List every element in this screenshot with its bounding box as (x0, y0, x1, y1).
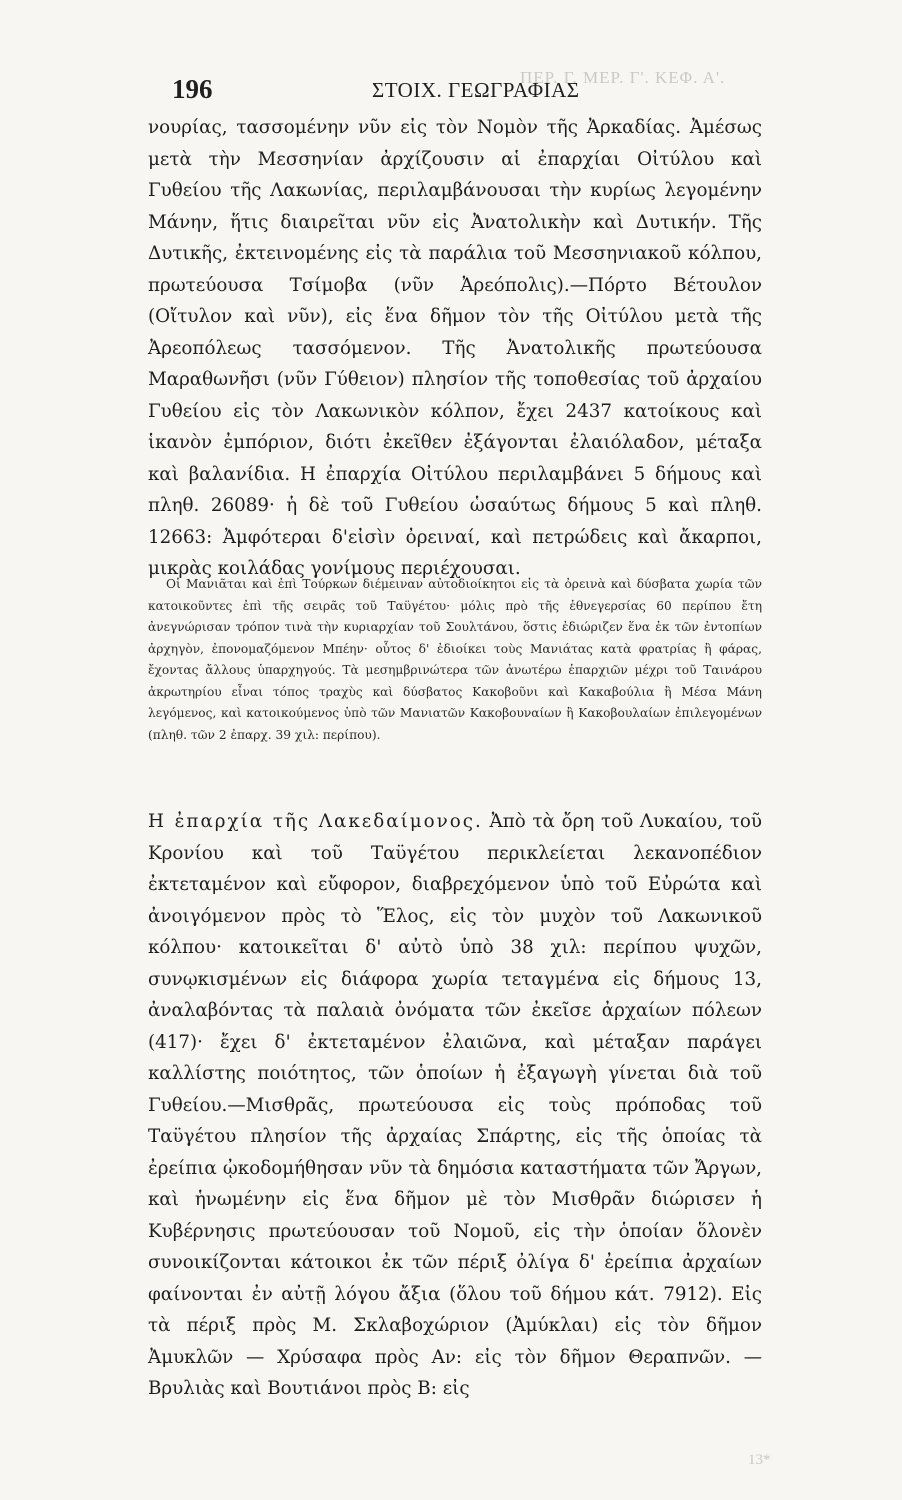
page-number: 196 (172, 74, 213, 104)
paragraph-text: νουρίας, τασσομένην νῦν εἰς τὸν Νομὸν τῆς Ἀρκαδίας. Ἀμέσως μετὰ τὴν Μεσσηνίαν ἀρχίζουσιν αἱ ἐπαρχίαι Οἰτύλου καὶ Γυθείου τῆς Λακωνίας, περιλαμβάνουσαι τὴν κυρίως λεγομένην Μάνην, ἥτις διαιρεῖται νῦν εἰς Ἀνατολικὴν καὶ Δυτικήν. Τῆς Δυτικῆς, ἐκτεινομένης εἰς τὰ παράλια τοῦ Μεσσηνιακοῦ κόλπου, πρωτεύουσα Τσίμοβα (νῦν Ἀρεόπολις).—Πόρτο Βέτουλον (Οἴτυλον καὶ νῦν), εἰς ἕνα δῆμον τὸν τῆς Οἰτύλου μετὰ τῆς Ἀρεοπόλεως τασσόμενον. Τῆς Ἀνατολικῆς πρωτεύουσα Μαραθωνῆσι (νῦν Γύθειον) πλησίον τῆς τοποθεσίας τοῦ ἀρχαίου Γυθείου εἰς τὸν Λακωνικὸν κόλπον, ἔχει 2437 κατοίκους καὶ ἱκανὸν ἐμπόριον, διότι ἐκεῖθεν ἐξάγονται ἐλαιόλαδον, μέταξα καὶ βαλανίδια. Η ἐπαρχία Οἰτύλου περιλαμβάνει 5 δήμους καὶ πληθ. 26089· ἡ δὲ τοῦ Γυθείου ὡσαύτως δήμους 5 καὶ πληθ. 12663: Ἀμφότεραι δ'εἰσὶν ὀρειναί, καὶ πετρώδεις καὶ ἄκαρποι, μικρὰς κοιλάδας γονίμους περιέχουσαι. (148, 117, 762, 579)
show-through-text: ΠΕΡ. Γ. ΜΕΡ. Γ'. ΚΕΦ. Α'. (520, 68, 726, 87)
footnote-block (148, 574, 762, 746)
page-header (150, 66, 780, 106)
paragraph-2 (148, 806, 762, 1405)
main-paragraph-1 (148, 112, 762, 585)
running-title: ΣΤΟΙΧ. ΓΕΩΓΡΑΦΙΑΣ (372, 78, 580, 102)
paragraph-2-text: Ἀπὸ τὰ ὄρη τοῦ Λυκαίου, τοῦ Κρονίου καὶ τοῦ Ταϋγέτου περικλείεται λεκανοπέδιον ἐκτεταμένον καὶ εὔφορον, διαβρεχόμενον ὑπὸ τοῦ Εὐρώτα καὶ ἀνοιγόμενον πρὸς τὸ Ἕλος, εἰς τὸν μυχὸν τοῦ Λακωνικοῦ κόλπου· κατοικεῖται δ' αὐτὸ ὑπὸ 38 χιλ: περίπου ψυχῶν, συνῳκισμένων εἰς διάφορα χωρία τεταγμένα εἰς δήμους 13, ἀναλαβόντας τὰ παλαιὰ ὀνόματα τῶν ἐκεῖσε ἀρχαίων πόλεων (417)· ἔχει δ' ἐκτεταμένον ἐλαιῶνα, καὶ μέταξαν παράγει καλλίστης ποιότητος, τῶν ὁποίων ἡ ἐξαγωγὴ γίνεται διὰ τοῦ Γυθείου.—Μισθρᾶς, πρωτεύουσα εἰς τοὺς πρόποδας τοῦ Ταϋγέτου πλησίον τῆς ἀρχαίας Σπάρτης, εἰς τῆς ὁποίας τὰ ἐρείπια ᾠκοδομήθησαν νῦν τὰ δημόσια καταστήματα τῶν Ἄργων, καὶ ἡνωμένην εἰς ἕνα δῆμον μὲ τὸν Μισθρᾶν διώρισεν ἡ Κυβέρνησις πρωτεύουσαν τοῦ Νομοῦ, εἰς τὴν ὁποίαν ὅλονὲν συνοικίζονται κάτοικοι ἐκ τῶν πέριξ ὀλίγα δ' ἐρείπια ἀρχαίων φαίνονται ἐν αὐτῇ λόγου ἄξια (ὅλου τοῦ δήμου κάτ. 7912). Εἰς τὰ πέριξ πρὸς Μ. Σκλαβοχώριον (Ἀμύκλαι) εἰς τὸν δῆμον Ἀμυκλῶν — Χρύσαφα πρὸς Αν: εἰς τὸν δῆμον Θεραπνῶν. — Βρυλιὰς καὶ Βουτιάνοι πρὸς Β: εἰς (148, 811, 762, 1399)
signature-mark: 13* (748, 1452, 771, 1468)
footnote-text: Οἱ Μανιᾶται καὶ ἐπὶ Τούρκων διέμειναν αὐτοδιοίκητοι εἰς τὰ ὀρεινὰ καὶ δύσβατα χωρία τῶν κατοικοῦντες ἐπὶ τῆς σειρᾶς τοῦ Ταϋγέτου· μόλις πρὸ τῆς ἐθνεγερσίας 60 περίπου ἔτη ἀνεγνώρισαν τρόπον τινὰ τὴν κυριαρχίαν τοῦ Σουλτάνου, ὅστις ἐδιώριζεν ἕνα ἐκ τῶν ἐντοπίων ἀρχηγὸν, ἐπονομαζόμενον Μπέην· οὗτος δ' ἐδιοίκει τοὺς Μανιάτας κατὰ φρατρίας ἢ φάρας, ἔχοντας ἄλλους ὑπαρχηγούς. Τὰ μεσημβρινώτερα τῶν ἀνωτέρω ἐπαρχιῶν μέχρι τοῦ Ταινάρου ἀκρωτηρίου εἶναι τόπος τραχὺς καὶ δύσβατος Κακοβοῦνι καὶ Κακαβούλια ἢ Μέσα Μάνη λεγόμενος, καὶ κατοικούμενος ὑπὸ τῶν Μανιατῶν Κακοβουναίων ἢ Κακοβουλαίων ἐπιλεγομένων (πληθ. τῶν 2 ἐπαρχ. 39 χιλ: περίπου). (148, 577, 762, 742)
main-paragraph-2 (148, 806, 762, 1405)
section-heading: Η ἐπαρχία τῆς Λακεδαίμονος. (148, 811, 483, 832)
